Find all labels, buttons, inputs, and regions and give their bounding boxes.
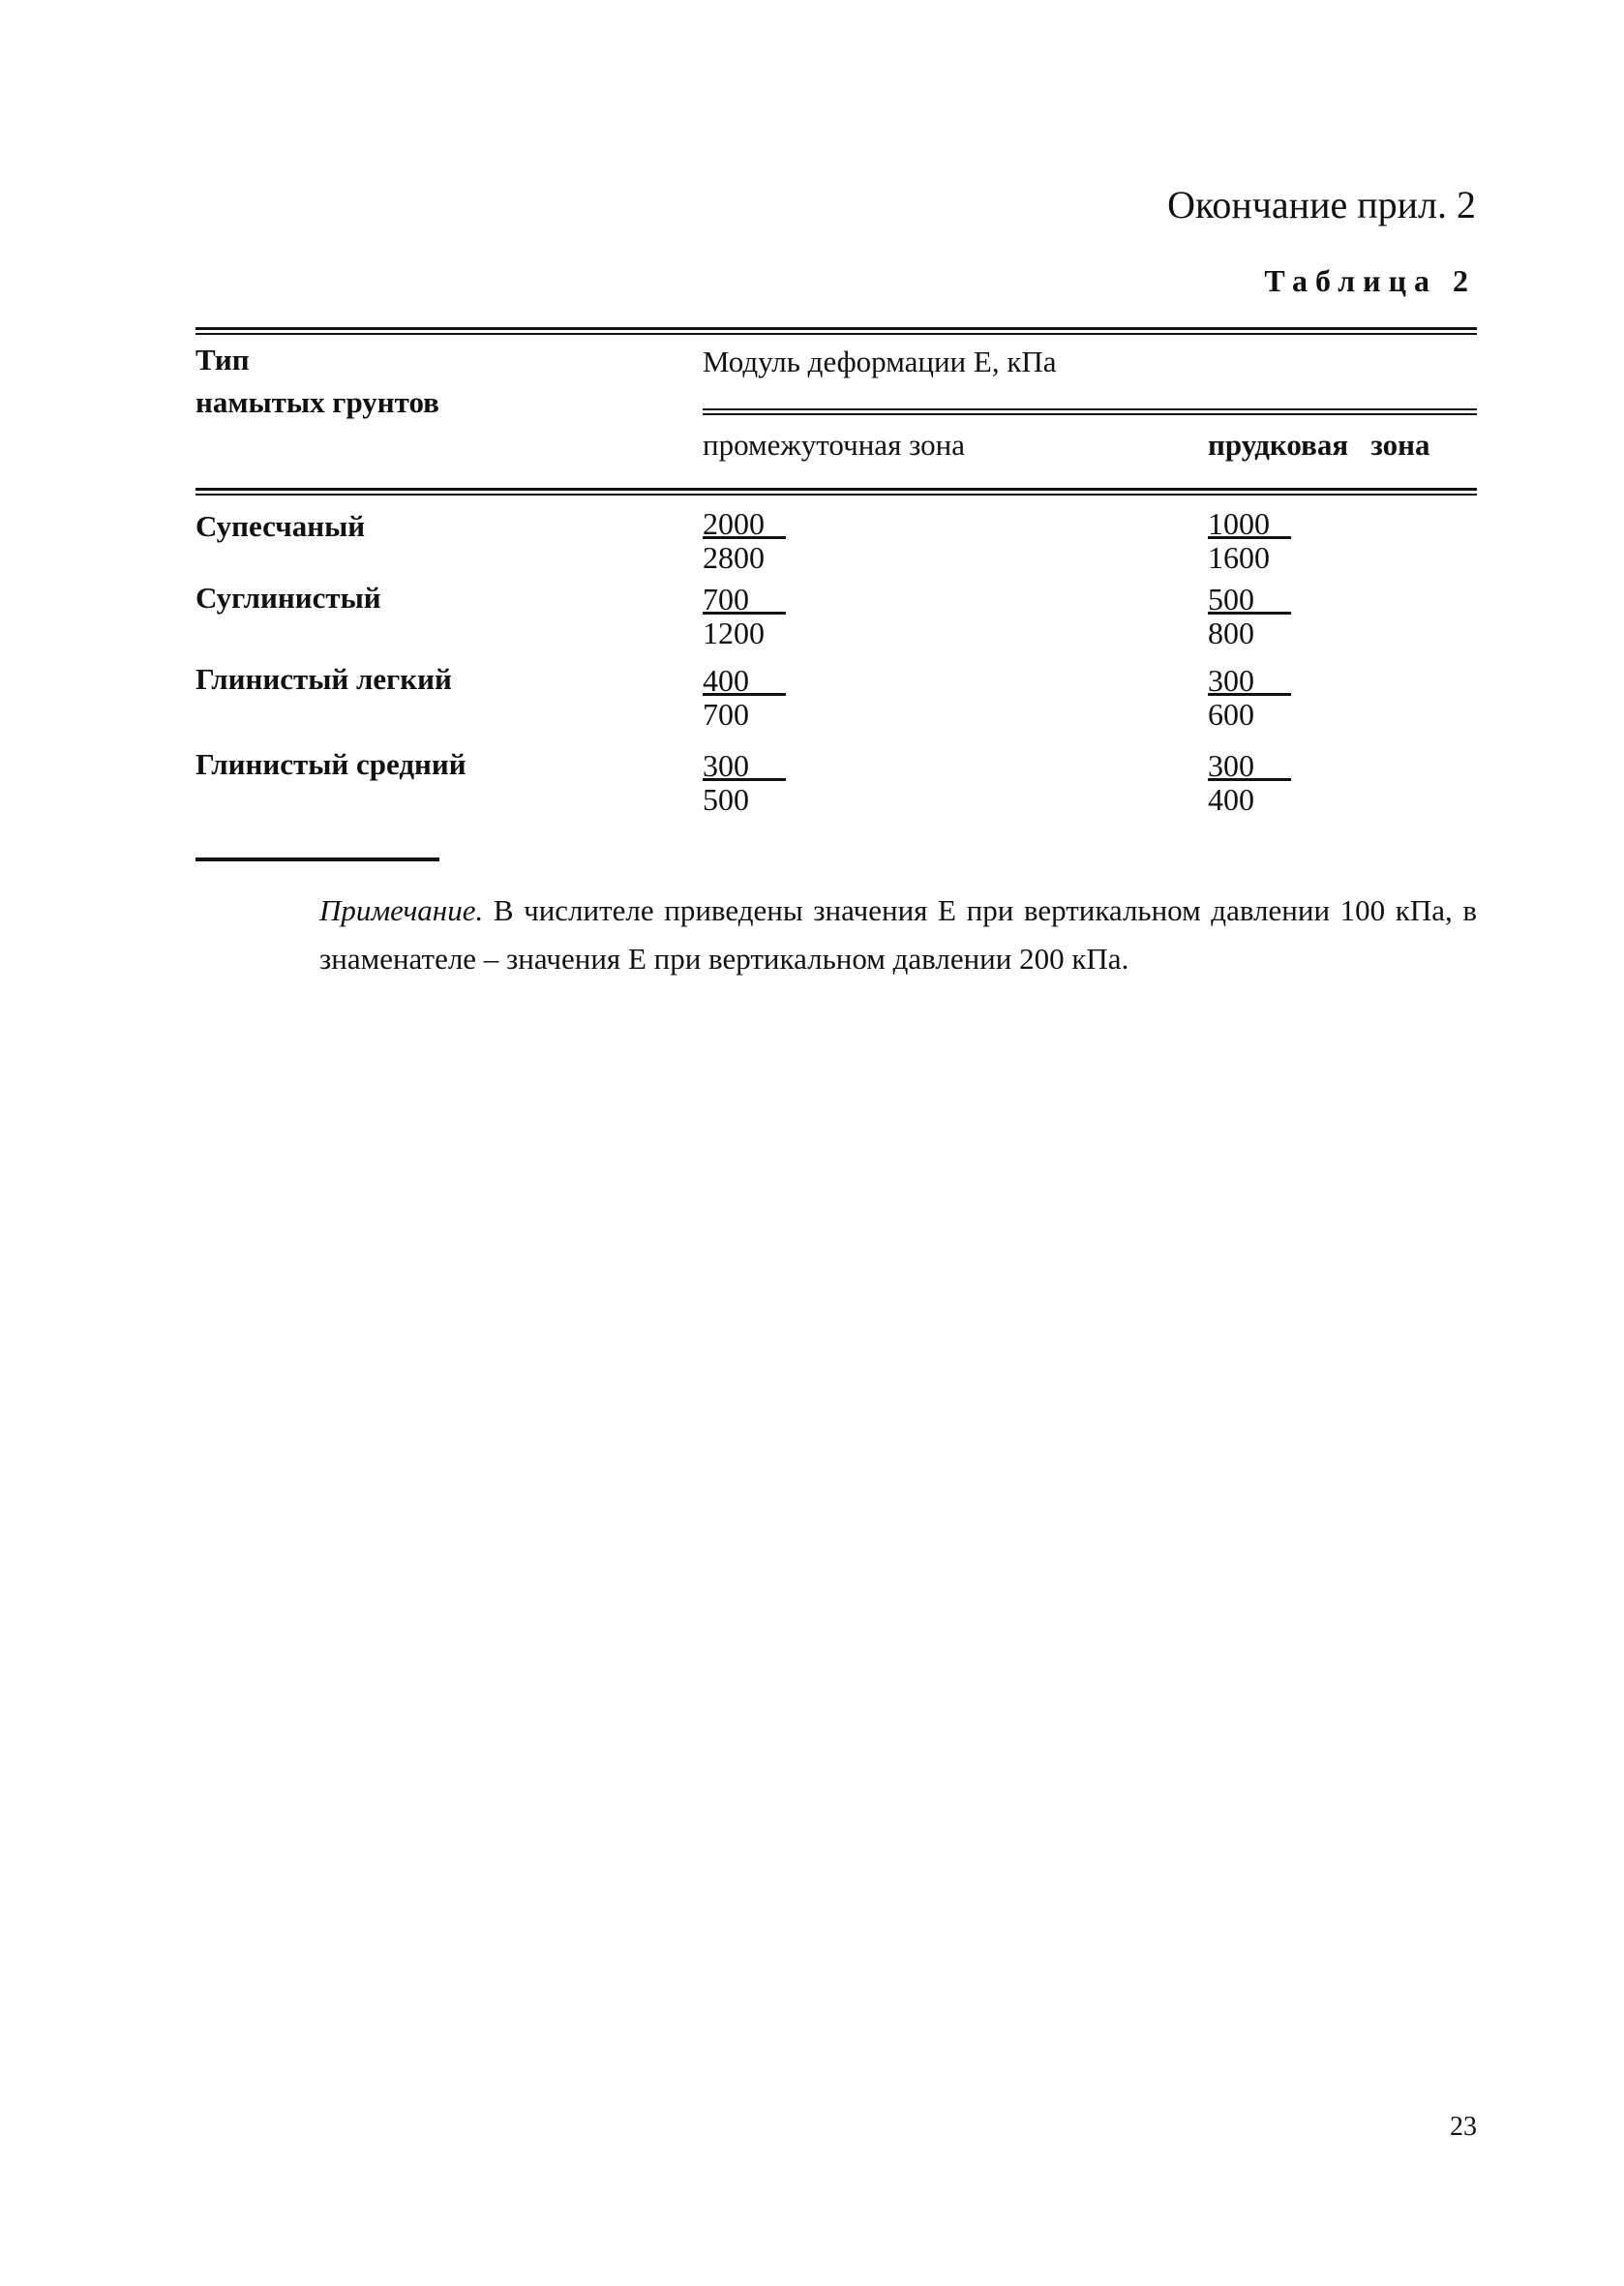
note-label: Примечание.	[319, 893, 484, 927]
fraction-intermediate	[703, 664, 819, 735]
numerator: 300	[703, 748, 749, 783]
footnote-separator	[195, 857, 439, 861]
denominator: 600	[1208, 697, 1254, 732]
soil-type: Супесчаный	[195, 509, 366, 543]
denominator: 700	[703, 697, 749, 732]
table-label: Таблица 2	[1264, 263, 1476, 298]
column-group-header: Модуль деформации Е, кПа	[703, 345, 1057, 378]
numerator: 300	[1208, 663, 1254, 698]
fraction-intermediate	[703, 749, 819, 820]
group-header-rule	[703, 408, 1477, 410]
table-top-rule-2	[195, 333, 1477, 335]
header-bottom-rule-2	[195, 494, 1477, 496]
numerator: 2000	[703, 506, 765, 541]
soil-type: Глинистый легкий	[195, 662, 452, 696]
table-note	[319, 887, 1477, 983]
numerator: 400	[703, 663, 749, 698]
soil-type: Глинистый средний	[195, 747, 466, 781]
fraction-intermediate	[703, 507, 819, 578]
numerator: 700	[703, 582, 749, 617]
soil-type: Суглинистый	[195, 581, 381, 615]
page-number: 23	[1450, 2112, 1477, 2142]
group-header-rule-2	[703, 413, 1477, 415]
column-header-type-line1: Тип	[195, 343, 250, 376]
column-header-type-line2: намытых грунтов	[195, 385, 439, 419]
fraction-pond	[1208, 749, 1324, 820]
numerator: 1000	[1208, 506, 1270, 541]
denominator: 1200	[703, 616, 765, 650]
denominator: 800	[1208, 616, 1254, 650]
header-bottom-rule	[195, 488, 1477, 491]
table-top-rule	[195, 327, 1477, 330]
denominator: 1600	[1208, 540, 1270, 575]
fraction-pond	[1208, 583, 1324, 653]
fraction-pond	[1208, 507, 1324, 578]
column-subheader-intermediate: промежуточная зона	[703, 428, 965, 462]
note-text: В числителе приведены значения Е при вертикальном давлении 100 кПа, в знаменателе – значения Е при вертикальном давлении 200 кПа.	[319, 893, 1477, 976]
denominator: 500	[703, 782, 749, 817]
fraction-intermediate	[703, 583, 819, 653]
column-subheader-pond: прудковая зона	[1208, 428, 1430, 462]
numerator: 500	[1208, 582, 1254, 617]
denominator: 400	[1208, 782, 1254, 817]
fraction-pond	[1208, 664, 1324, 735]
denominator: 2800	[703, 540, 765, 575]
appendix-title: Окончание прил. 2	[1167, 183, 1476, 226]
numerator: 300	[1208, 748, 1254, 783]
